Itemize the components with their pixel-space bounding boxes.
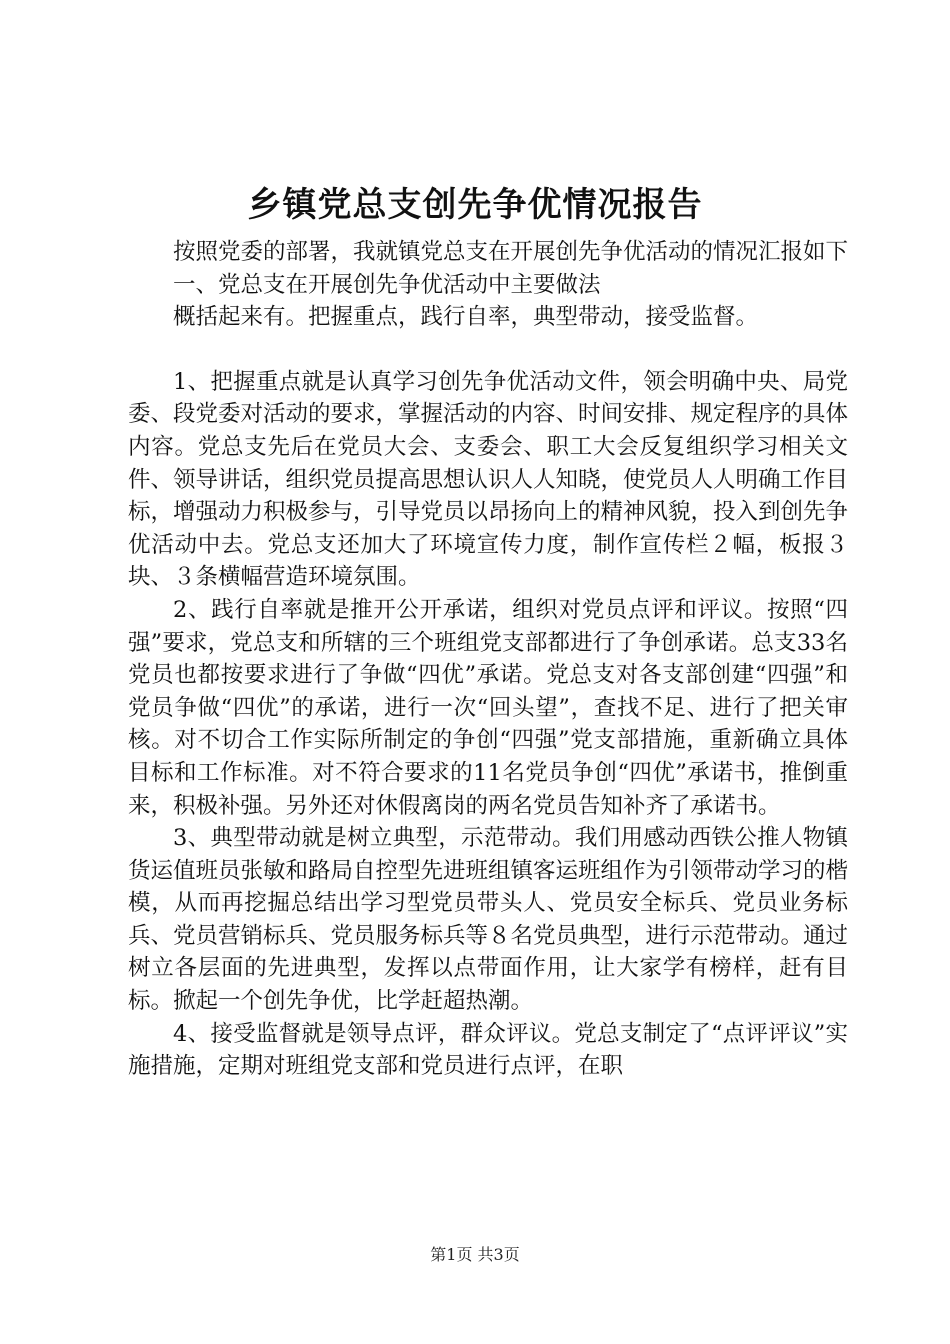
document-body	[128, 236, 848, 1083]
item-3-paragraph: 3、典型带动就是树立典型，示范带动。我们用感动西铁公推人物镇货运值班员张敏和路局自控型先进班组镇客运班组作为引领带动学习的楷模，从而再挖掘总结出学习型党员带头人、党员安全标兵、党员业务标兵、党员营销标兵、党员服务标兵等８名党员典型，进行示范带动。通过树立各层面的先进典型，发挥以点带面作用，让大家学有榜样，赶有目标。掀起一个创先争优，比学赶超热潮。	[128, 825, 849, 1015]
item-4-paragraph: 4、接受监督就是领导点评，群众评议。党总支制定了“点评评议”实施措施，定期对班组党支部和党员进行点评，在职	[128, 1020, 848, 1080]
item-2-paragraph: 2、践行自率就是推开公开承诺，组织对党员点评和评议。按照“四强”要求，党总支和所辖的三个班组党支部都进行了争创承诺。总支33名党员也都按要求进行了争做“四优”承诺。党总支对各支部创建“四强”和党员争做“四优”的承诺，进行一次“回头望”，查找不足、进行了把关审核。对不切合工作实际所制定的争创“四强”党支部措施，重新确立具体目标和工作标准。对不符合要求的11名党员争创“四优”承诺书，推倒重来，积极补强。另外还对休假离岗的两名党员告知补齐了承诺书。	[128, 596, 848, 819]
summary-paragraph: 概括起来有。把握重点，践行自率，典型带动，接受监督。	[173, 304, 759, 331]
document-title: 乡镇党总支创先争优情况报告	[247, 185, 703, 225]
item-1-paragraph: 1、把握重点就是认真学习创先争优活动文件，领会明确中央、局党委、段党委对活动的要求，掌握活动的内容、时间安排、规定程序的具体内容。党总支先后在党员大会、支委会、职工大会反复组织学习相关文件、领导讲话，组织党员提高思想认识人人知晓，使党员人人明确工作目标，增强动力积极参与，引导党员以昂扬向上的精神风貌，投入到创先争优活动中去。党总支还加大了环境宣传力度，制作宣传栏２幅，板报３块、３条横幅营造环境氛围。	[128, 368, 849, 591]
page-footer: 第1页 共3页	[430, 1245, 520, 1264]
intro-paragraph: 按照党委的部署，我就镇党总支在开展创先争优活动的情况汇报如下	[173, 239, 849, 265]
paragraph-spacer	[128, 334, 848, 366]
section-heading: 一、党总支在开展创先争优活动中主要做法	[173, 271, 601, 298]
